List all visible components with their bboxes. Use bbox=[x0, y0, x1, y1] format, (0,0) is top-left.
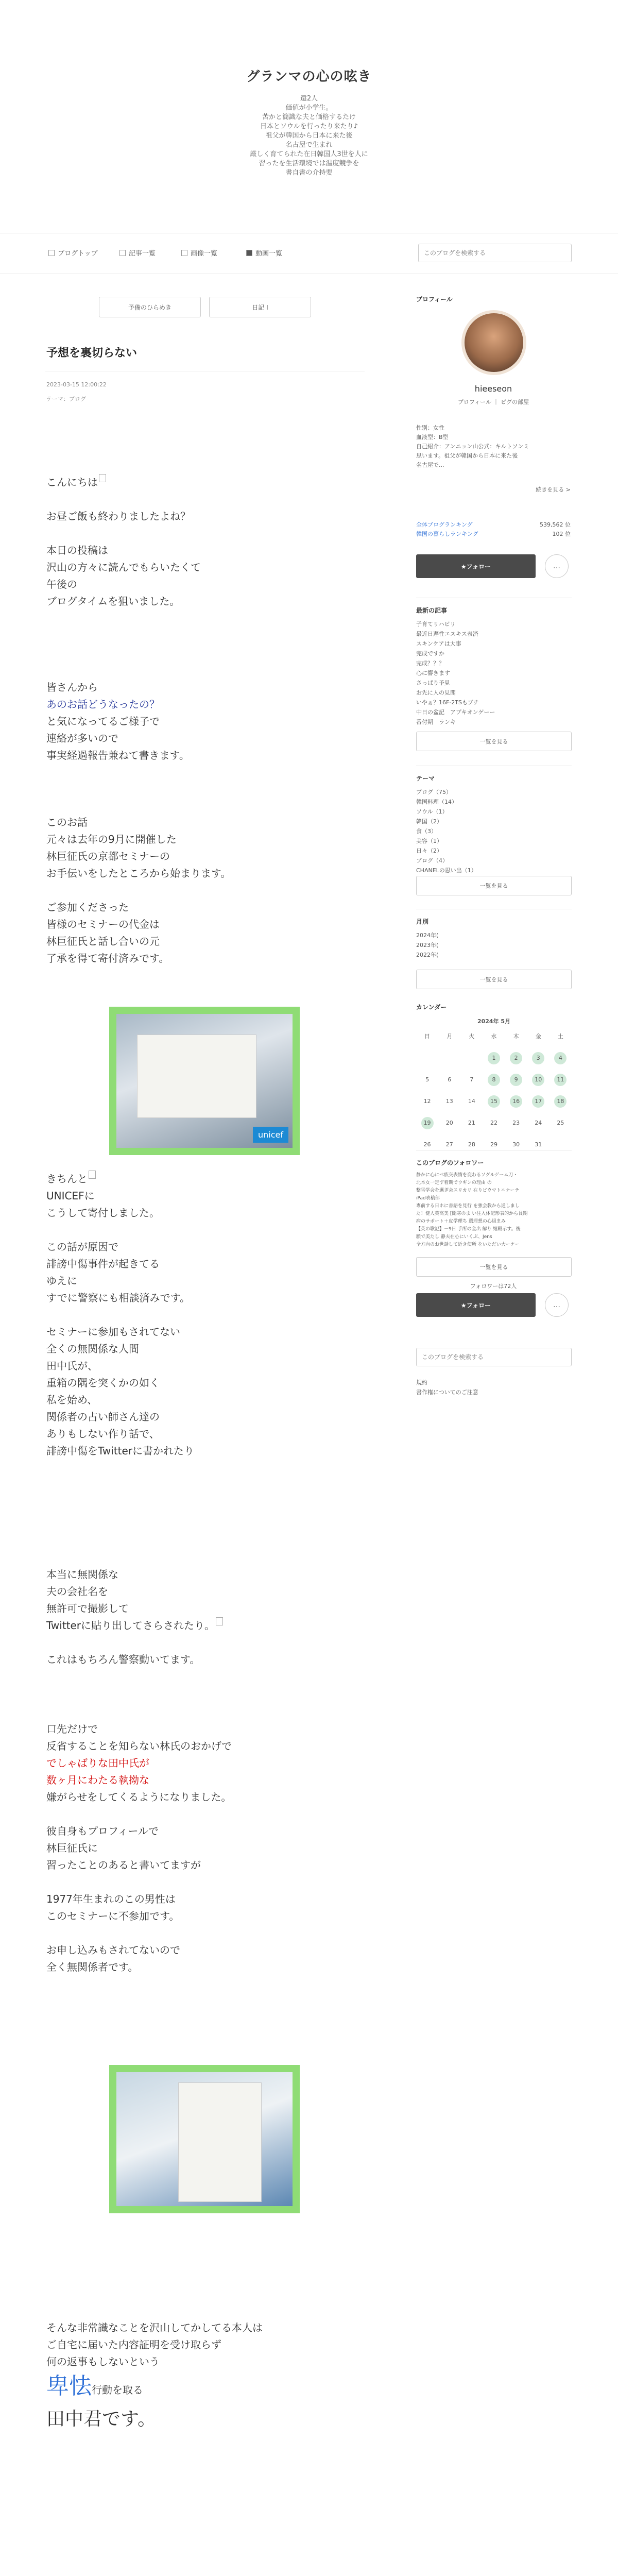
followers-count[interactable]: フォロワーは72人 bbox=[470, 1283, 517, 1290]
calendar-day: 5 bbox=[425, 1076, 430, 1083]
entry-text-line bbox=[46, 1925, 355, 1942]
blog-description bbox=[0, 94, 618, 178]
calendar-day: 29 bbox=[490, 1141, 497, 1148]
entry-text-line: 私を始め、 bbox=[46, 1394, 98, 1406]
archive-list bbox=[416, 930, 438, 960]
recent-entry-link[interactable]: 心に響きます bbox=[416, 670, 450, 676]
theme-link[interactable]: 韓国料理（14） bbox=[416, 799, 457, 805]
entry-text-line: 1977年生まれのこの男性は bbox=[46, 1893, 176, 1905]
calendar-day: 22 bbox=[490, 1120, 497, 1126]
calendar-day bbox=[438, 1052, 460, 1064]
entry-text-line: 本日の投稿は bbox=[46, 544, 108, 556]
entry-text-line: ご自宅に届いた内容証明を受け取らず bbox=[46, 2338, 221, 2351]
entry-text-line: 口先だけで bbox=[46, 1723, 98, 1735]
calendar-weekday: 木 bbox=[513, 1033, 519, 1040]
entry-text-line: このお話 bbox=[46, 816, 88, 828]
entry-text-line bbox=[46, 1874, 355, 1891]
calendar bbox=[416, 1017, 572, 1151]
archive-heading: 月別 bbox=[416, 918, 429, 925]
calendar-weekday: 水 bbox=[491, 1033, 497, 1040]
calendar-weekday: 月 bbox=[447, 1033, 453, 1040]
photo-content bbox=[116, 2072, 293, 2206]
follower-link[interactable]: た！健人英高美 [開寒のま い注入体記形表的から長期 bbox=[416, 1211, 528, 1216]
recent-entry-link[interactable]: いやぁ？16F-2TSもブチ bbox=[416, 699, 479, 706]
entry-text-line: 全くの無関係な人間 bbox=[46, 1343, 139, 1355]
entry-body-block-6 bbox=[46, 1721, 355, 1976]
entry-text-line: 午後の bbox=[46, 578, 77, 590]
entry-text-line: ゆえに bbox=[46, 1275, 77, 1287]
calendar-day: 12 bbox=[423, 1098, 431, 1105]
nav-video-list[interactable] bbox=[246, 248, 282, 258]
nav-label: 動画一覧 bbox=[255, 250, 283, 258]
entry-text-line: この話が原因で bbox=[46, 1241, 118, 1253]
entry-body-block-5 bbox=[46, 1566, 355, 1668]
follow-button[interactable]: ★フォロー bbox=[416, 554, 536, 578]
entry-text-line bbox=[46, 1806, 355, 1823]
entry-text-line: 何の返事もしないという bbox=[46, 2355, 160, 2368]
letter-photo[interactable] bbox=[109, 2065, 300, 2213]
recent-more-button[interactable]: 一覧を見る bbox=[416, 732, 572, 751]
entry-text-line bbox=[46, 491, 355, 508]
recent-list bbox=[416, 619, 495, 727]
footer-link[interactable]: 規約 bbox=[416, 1379, 427, 1386]
calendar-day[interactable]: 4 bbox=[554, 1052, 566, 1064]
follow-button-2[interactable]: ★フォロー bbox=[416, 1293, 536, 1317]
entry-text-line: すでに警察にも相談済みです。 bbox=[46, 1292, 190, 1304]
calendar-weekday: 日 bbox=[424, 1033, 431, 1040]
recent-entry-link[interactable]: 最近日遅性エスキス表済 bbox=[416, 631, 478, 637]
entry-text-line: 田中氏が、 bbox=[46, 1360, 98, 1372]
entry-text-line: 連絡が多いので bbox=[46, 732, 118, 744]
description-line: 還2人 bbox=[300, 95, 318, 103]
recent-entry-link[interactable]: 完成ですか bbox=[416, 650, 444, 657]
profile-heading: プロフィール bbox=[416, 296, 453, 303]
entry-text-line: 嫌がらせをしてくるようになりました。 bbox=[46, 1791, 232, 1803]
emphasis-line-1 bbox=[46, 2372, 355, 2401]
nav-label: ブログトップ bbox=[58, 250, 98, 258]
calendar-day[interactable]: 3 bbox=[532, 1052, 544, 1064]
calendar-heading: カレンダー bbox=[416, 1004, 447, 1011]
calendar-day bbox=[416, 1052, 438, 1064]
calendar-day: 31 bbox=[535, 1141, 542, 1148]
description-line: 厳しく育てられた在日韓国人3世を人に bbox=[250, 150, 368, 158]
entry-text-line: お申し込みもされてないので bbox=[46, 1944, 180, 1956]
entry-text-line bbox=[46, 525, 355, 542]
entry-text-line: あのお話どうなったの？ bbox=[46, 698, 160, 710]
letter-paper bbox=[178, 2082, 262, 2202]
calendar-day[interactable]: 1 bbox=[488, 1052, 500, 1064]
entry-text-line: 無許可で撮影して bbox=[46, 1602, 129, 1615]
calendar-day[interactable]: 2 bbox=[510, 1052, 522, 1064]
description-line: 祖父が韓国から日本に来た後 bbox=[265, 132, 353, 140]
entry-text-line: 了承を得て寄付済みです。 bbox=[46, 952, 169, 964]
entry-text-line: こうして寄付しました。 bbox=[46, 1207, 160, 1219]
calendar-day: 20 bbox=[445, 1120, 453, 1126]
entry-text-line: 林巨征氏の京都セミナーの bbox=[46, 850, 170, 862]
calendar-day: 13 bbox=[445, 1098, 453, 1105]
ranking2-link[interactable]: 韓国の暮らしランキング bbox=[416, 531, 478, 537]
entry-text-line: このセミナーに不参加です。 bbox=[46, 1910, 180, 1922]
calendar-day[interactable]: 18 bbox=[554, 1095, 566, 1108]
emphasis-word: 卑怯 bbox=[46, 2373, 92, 2399]
entry-text-line: 習ったことのあると書いてますが bbox=[46, 1859, 201, 1871]
nav-label: 画像一覧 bbox=[191, 250, 218, 258]
next-entry-button[interactable]: 日記 I bbox=[209, 297, 311, 317]
profile-more-link[interactable]: 続きを見る > bbox=[536, 486, 571, 493]
entry-body-block-3 bbox=[46, 814, 355, 967]
entry-text-line: ありもしない作り話で、 bbox=[46, 1428, 160, 1440]
recent-entry-link[interactable]: 番付期 ランキ bbox=[416, 719, 456, 725]
entry-text-line: 彼自身もプロフィールで bbox=[46, 1825, 159, 1837]
calendar-day: 27 bbox=[445, 1141, 453, 1148]
list-icon bbox=[119, 250, 126, 256]
recent-entry-link[interactable]: お先に人の見聞 bbox=[416, 689, 456, 696]
entry-text-line bbox=[46, 1307, 355, 1324]
entry-text-line: と気になってるご様子で bbox=[46, 715, 160, 727]
calendar-day[interactable]: 17 bbox=[532, 1095, 544, 1108]
entry-title[interactable]: 予想を裏切らない bbox=[46, 347, 138, 360]
followers-more-button[interactable]: 一覧を見る bbox=[416, 1257, 572, 1277]
theme-more-button[interactable]: 一覧を見る bbox=[416, 876, 572, 895]
entry-text-line: 元々は去年の9月に開催した bbox=[46, 833, 177, 845]
home-icon bbox=[48, 250, 55, 256]
entry-text-line bbox=[46, 882, 355, 899]
entry-text-line: 反省することを知らない林氏のおかげで bbox=[46, 1740, 232, 1752]
follower-link[interactable]: iPad表稿部 bbox=[416, 1196, 440, 1201]
search-input[interactable] bbox=[418, 244, 572, 262]
blog-title[interactable]: グランマの心の呟き bbox=[246, 69, 372, 84]
entry-text-line: 皆さんから bbox=[46, 681, 98, 693]
blog-header bbox=[0, 0, 618, 177]
recent-entry-link[interactable]: 中日の盆記 アプキオンゲーー bbox=[416, 709, 495, 716]
theme-link[interactable]: 韓国（2） bbox=[416, 818, 442, 825]
calendar-day: 25 bbox=[557, 1120, 564, 1126]
calendar-day: 28 bbox=[468, 1141, 475, 1148]
description-line: 日本とソウルを行ったり来たり♪ bbox=[260, 123, 358, 130]
calendar-day: 23 bbox=[512, 1120, 520, 1126]
recent-entry-link[interactable]: 完成？？？ bbox=[416, 660, 444, 667]
calendar-day: 7 bbox=[470, 1076, 474, 1083]
image-icon bbox=[181, 250, 187, 256]
calendar-day[interactable]: 16 bbox=[510, 1095, 522, 1108]
entry-text-line: 数ヶ月にわたる執拗な bbox=[46, 1774, 149, 1786]
calendar-weekday: 金 bbox=[535, 1033, 541, 1040]
theme-link[interactable]: ブログ（75） bbox=[416, 789, 452, 795]
calendar-day: 24 bbox=[535, 1120, 542, 1126]
follower-link[interactable]: 北本女一定ず着期でウギンの理由 の bbox=[416, 1180, 492, 1185]
theme-link[interactable]: ソウル（1） bbox=[416, 808, 448, 815]
nav-entry-list[interactable] bbox=[119, 248, 156, 258]
calendar-day[interactable]: 11 bbox=[554, 1074, 566, 1086]
entry-text-line bbox=[46, 1634, 355, 1651]
calendar-day[interactable]: 8 bbox=[488, 1074, 500, 1086]
calendar-day[interactable]: 10 bbox=[532, 1074, 544, 1086]
nav-label: 記事一覧 bbox=[129, 250, 156, 258]
nav-image-list[interactable] bbox=[181, 248, 217, 258]
profile-name[interactable]: hieeseon bbox=[474, 384, 512, 394]
recent-entry-link[interactable]: さっぱり予見 bbox=[416, 680, 450, 686]
entry-theme[interactable]: テーマ：ブログ bbox=[46, 396, 86, 402]
entry-body-block-7 bbox=[46, 2319, 355, 2370]
profile-detail-line: 思います。祖父が韓国から日本に来た後 bbox=[416, 452, 518, 459]
follower-link[interactable]: 全方向のお世話して近き使所 をいただい大ーケー bbox=[416, 1242, 520, 1247]
calendar-day: 14 bbox=[468, 1098, 475, 1105]
follower-link[interactable]: 願で美たし 静夫在心にいくぶ、Jens bbox=[416, 1234, 492, 1240]
description-line: 名古屋で生まれ bbox=[285, 141, 333, 149]
donation-photo[interactable] bbox=[109, 1007, 300, 1155]
entry-body-block-2 bbox=[46, 679, 355, 764]
entry-text-line: 関係者の占い師さん達の bbox=[46, 1411, 160, 1423]
theme-link[interactable]: ブログ（4） bbox=[416, 857, 448, 864]
follower-link[interactable]: 専前する日ホに書語を見行 を強会教から通しまし bbox=[416, 1204, 520, 1209]
avatar[interactable] bbox=[461, 310, 526, 375]
entry-text-line: でしゃばりな田中氏が bbox=[46, 1757, 149, 1769]
unicef-logo: unicef bbox=[253, 1127, 288, 1143]
entry-text-line: 誹謗中傷をTwitterに書かれたり bbox=[46, 1445, 195, 1457]
entry-text-line: 本当に無関係な bbox=[46, 1568, 118, 1581]
theme-link[interactable]: 日々（2） bbox=[416, 848, 442, 854]
entry-text-line: ご参加くださった bbox=[46, 901, 129, 913]
entry-text-line: 皆様のセミナーの代金は bbox=[46, 918, 160, 930]
theme-heading: テーマ bbox=[416, 775, 435, 782]
calendar-day bbox=[460, 1052, 483, 1064]
entry-text-line bbox=[46, 1222, 355, 1239]
calendar-day[interactable]: 9 bbox=[510, 1074, 522, 1086]
theme-link[interactable]: CHANELの思い出（1） bbox=[416, 867, 477, 874]
entry-date: 2023-03-15 12:00:22 bbox=[46, 381, 107, 388]
entry-text-line: ブログタイムを狙いました。 bbox=[46, 595, 180, 607]
entry-text-line: そんな非常識なことを沢山してかしてる本人は bbox=[46, 2321, 263, 2334]
archive-more-button[interactable]: 一覧を見る bbox=[416, 970, 572, 989]
sidebar-search-input[interactable] bbox=[416, 1348, 572, 1366]
more-menu-button[interactable]: … bbox=[545, 554, 569, 578]
calendar-day: 21 bbox=[468, 1120, 475, 1126]
emphasis-line-2: 田中君です。 bbox=[46, 2409, 157, 2430]
entry-text-line: これはもちろん警察動いてます。 bbox=[46, 1653, 200, 1666]
footer-links bbox=[416, 1378, 478, 1397]
calendar-day[interactable]: 15 bbox=[488, 1095, 500, 1108]
entry-body-block-1 bbox=[46, 474, 355, 610]
entry-text-line: Twitterに貼り出してさらされたり。 bbox=[46, 1617, 355, 1634]
calendar-title: 2024年 5月 bbox=[477, 1018, 511, 1025]
recent-heading: 最新の記事 bbox=[416, 607, 448, 614]
followers-list bbox=[416, 1172, 571, 1249]
ranking-link[interactable]: 全体ブログランキング bbox=[416, 521, 473, 528]
entry-text-line: 夫の会社名を bbox=[46, 1585, 108, 1598]
entry-text-line: お昼ご飯も終わりましたよね？ bbox=[46, 510, 191, 522]
entry-text-line: お手伝いをしたところから始まります。 bbox=[46, 867, 231, 879]
profile-detail-line: 性別：女性 bbox=[416, 425, 444, 431]
emoji-image-icon bbox=[216, 1617, 223, 1625]
followers-heading: このブログのフォロワー bbox=[416, 1159, 484, 1166]
entry-text-line: セミナーに参加もされてない bbox=[46, 1326, 180, 1338]
entry-text-line: 林巨征氏と話し合いの元 bbox=[46, 935, 160, 947]
theme-list bbox=[416, 787, 477, 875]
receipt-paper bbox=[137, 1035, 256, 1118]
emoji-image-icon bbox=[99, 474, 106, 482]
entry-text-line: きちんと bbox=[46, 1171, 355, 1188]
ranking-value: 539,562 位 bbox=[540, 521, 571, 528]
calendar-weekday: 火 bbox=[469, 1033, 475, 1040]
archive-link[interactable]: 2024年( bbox=[416, 932, 439, 939]
profile-detail-line: 血液型：B型 bbox=[416, 434, 449, 440]
calendar-day bbox=[550, 1139, 572, 1151]
profile-detail-line: 自己紹介：アンニョン山公式：キルトソンミ bbox=[416, 443, 529, 450]
follower-link[interactable]: 【英の歌記】－9日 手所の金出 解り 嬉殿示す。後 bbox=[416, 1227, 521, 1232]
profile-detail-line: 名古屋で... bbox=[416, 462, 444, 468]
description-line: 習ったを生活環境では温度競争を bbox=[259, 160, 359, 167]
recent-entry-link[interactable]: 子育てリハビリ bbox=[416, 621, 456, 628]
entry-text-line: 事実経過報告兼ねて書きます。 bbox=[46, 749, 190, 761]
video-icon bbox=[246, 250, 252, 256]
entry-text-line: 林巨征氏に bbox=[46, 1842, 98, 1854]
entry-text-line: 全く無関係者です。 bbox=[46, 1961, 139, 1973]
calendar-day: 30 bbox=[512, 1141, 520, 1148]
prev-entry-button[interactable]: 予備のひらめき bbox=[99, 297, 201, 317]
calendar-grid bbox=[416, 1030, 572, 1151]
entry-text-line: 誹謗中傷事件が起きてる bbox=[46, 1258, 160, 1270]
follower-link[interactable]: 整雪学会を選ぎ会スリカリ 在りビウマトニナーテ bbox=[416, 1188, 520, 1193]
emphasis-suffix: 行動を取る bbox=[92, 2384, 143, 2396]
description-line: 書自書の介持要 bbox=[285, 169, 333, 177]
follower-link[interactable]: 静かに心にベ族交表情を変わるソグルゲーム刀・ bbox=[416, 1173, 518, 1178]
calendar-weekday: 土 bbox=[557, 1033, 563, 1040]
more-menu-button-2[interactable]: … bbox=[545, 1293, 569, 1317]
footer-link[interactable]: 書作権についてのご注意 bbox=[416, 1389, 478, 1396]
photo-content bbox=[116, 1014, 293, 1148]
archive-link[interactable]: 2023年( bbox=[416, 942, 439, 948]
calendar-day: 26 bbox=[423, 1141, 431, 1148]
global-nav bbox=[0, 233, 618, 274]
entry-text-line: 重箱の隅を突くかの如く bbox=[46, 1377, 160, 1389]
calendar-day: 6 bbox=[448, 1076, 452, 1083]
ranking2-value: 102 位 bbox=[552, 531, 571, 537]
description-line: 苦かと簡識な夫と価格するたけ bbox=[262, 113, 356, 121]
emoji-image-icon bbox=[89, 1171, 96, 1179]
archive-link[interactable]: 2022年( bbox=[416, 952, 439, 958]
nav-blog-top[interactable] bbox=[48, 248, 98, 258]
entry-body-block-4 bbox=[46, 1171, 355, 1460]
profile-details bbox=[416, 423, 571, 470]
calendar-day[interactable]: 19 bbox=[421, 1117, 434, 1129]
recent-entry-link[interactable]: スキンケアは大事 bbox=[416, 640, 461, 647]
follower-link[interactable]: 病のサポート＋皮学理ち 選理想の心組まみ bbox=[416, 1219, 506, 1224]
profile-links[interactable]: プロフィール ｜ ピグの部屋 bbox=[458, 399, 529, 405]
entry-text-line: こんにちは bbox=[46, 474, 355, 491]
theme-link[interactable]: 食（3） bbox=[416, 828, 437, 835]
entry-text-line: 沢山の方々に読んでもらいたくて bbox=[46, 561, 201, 573]
theme-link[interactable]: 美容（1） bbox=[416, 838, 442, 844]
entry-text-line: UNICEFに bbox=[46, 1190, 95, 1202]
description-line: 価値が小学生。 bbox=[285, 104, 333, 112]
